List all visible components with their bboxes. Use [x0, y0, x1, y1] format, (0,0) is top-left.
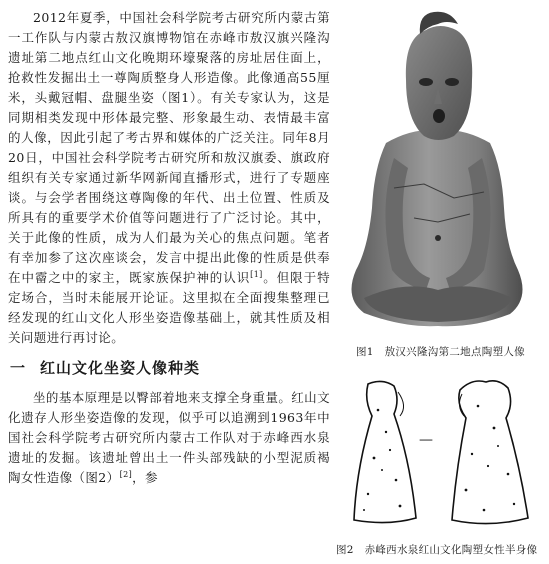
article-body [8, 8, 330, 488]
paragraph-seated-tail: ，参 [132, 470, 158, 485]
paragraph-seated-figures [8, 388, 330, 488]
footnote-ref-1[interactable]: [1] [250, 269, 263, 279]
figure-2-caption: 图2 赤峰西水泉红山文化陶塑女性半身像 [336, 544, 538, 556]
footnote-ref-2[interactable]: [2] [119, 469, 133, 479]
paragraph-intro-text: 2012年夏季，中国社会科学院考古研究所内蒙古第一工作队与内蒙古敖汉旗博物馆在赤峰市敖汉旗兴隆沟遗址第二地点红山文化晚期环壕聚落的房址居住面上，抢救性发掘出土一尊陶质整身人形造像。此像通高55厘米，头戴冠帽、盘腿坐姿（图1）。有关专家认为，这是同期相类发现中形体最完整、形象最生动、表情最丰富的人像，因此引起了考古界和媒体的广泛关注。同年8月20日，中国社会科学院考古研究所和敖汉旗委、旗政府组织有关专家通过新华网新闻直播形式，进行了专题座谈。与会学者围绕这尊陶像的年代、出土位置、性质及所具有的重要学术价值等问题进行了广泛讨论。其中，关于此像的性质，成为人们最为关心的焦点问题。笔者有幸加参了这次座谈会，发言中提出此像的性质是供奉在中霤之中的家主，既家族保护神的认识 [8, 10, 330, 285]
figure-2-drawing [338, 370, 542, 532]
figure-1-photo [334, 8, 542, 336]
paragraph-seated-text: 坐的基本原理是以臀部着地来支撑全身重量。红山文化遗存人形坐姿造像的发现，似乎可以追溯到1963年中国社会科学院考古研究所内蒙古工作队对于赤峰西水泉遗址的发掘。该遗址曾出土一件头部残缺的小型泥质褐陶女性造像（图2） [8, 390, 330, 485]
section-title: 红山文化坐姿人像种类 [40, 359, 201, 377]
section-number: 一 [10, 359, 27, 377]
section-heading [8, 358, 330, 378]
figure-1-caption: 图1 敖汉兴隆沟第二地点陶塑人像 [356, 346, 525, 358]
paragraph-intro-tail: 。但限于特定场合，当时未能展开论证。这里拟在全面搜集整理已经发现的红山文化人形坐姿造像基础上，就其性质及相关问题进行再讨论。 [8, 270, 330, 345]
paragraph-intro [8, 8, 330, 348]
figure-2-separator: — [419, 432, 434, 448]
